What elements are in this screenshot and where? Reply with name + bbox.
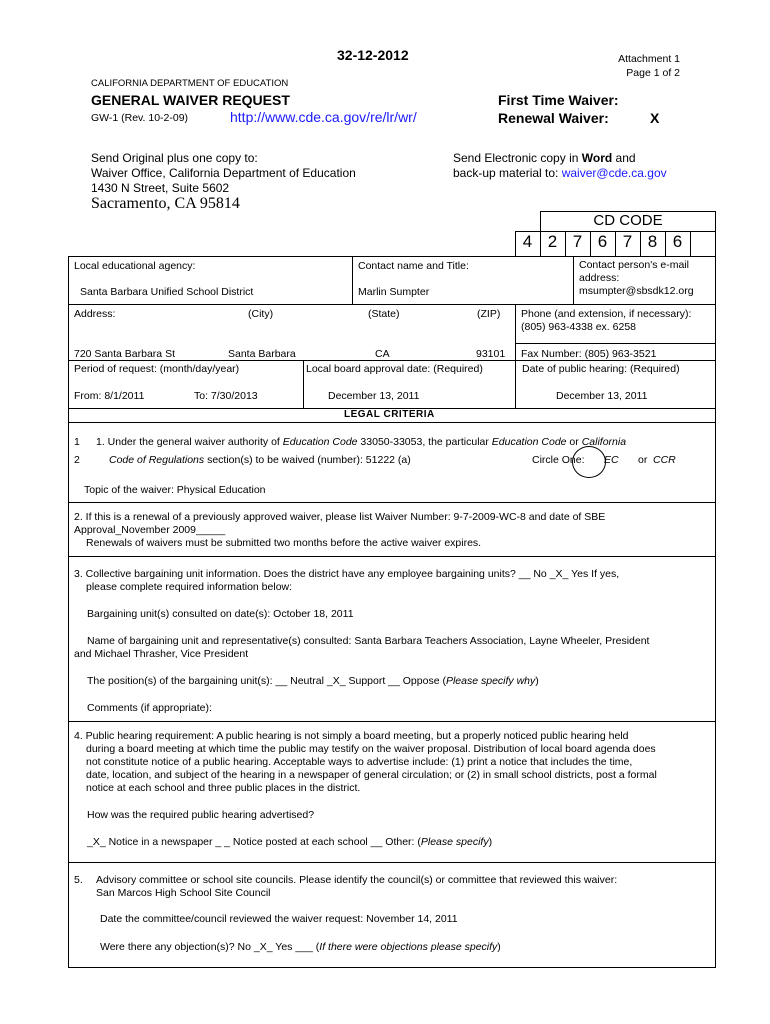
page-indicator: Page 1 of 2 — [626, 67, 680, 79]
legal-line-1 — [96, 436, 626, 448]
q4-line-5: notice at each school and three public places in the district. — [86, 782, 361, 794]
legal-line-number-2: 2 — [74, 454, 80, 466]
legal-text-italic: Education Code — [282, 436, 358, 448]
zip-label: (ZIP) — [477, 308, 501, 320]
period-label: Period of request: (month/day/year) — [74, 363, 240, 375]
zip-value[interactable]: 93101 — [476, 348, 506, 360]
q3-line-1: 3. Collective bargaining unit information. Does the district have any employee bargaining units? __ No _X_ Yes If yes, — [74, 568, 620, 580]
q4-line-2: during a board meeting at which time the public may testify on the waiver proposal. Distribution of local board agenda does — [86, 743, 656, 755]
q4-options-text: ) — [488, 836, 493, 848]
legal-text: or — [566, 436, 582, 448]
q5-line-1: Advisory committee or school site councils. Please identify the council(s) or committee that reviewed this waiver: — [96, 874, 618, 886]
renewal-waiver-mark[interactable]: X — [650, 110, 660, 126]
ccr-option[interactable]: CCR — [653, 454, 676, 466]
document-number: 32-12-2012 — [337, 47, 409, 63]
hearing-value[interactable]: December 13, 2011 — [556, 390, 648, 402]
phone-label: Phone (and extension, if necessary): — [521, 308, 692, 320]
send-line-1: Send Original plus one copy to: — [91, 151, 258, 165]
q4-line-3: not constitute notice of a public hearing. Acceptable ways to advertise include: (1) print a notice that includes the time, — [86, 756, 633, 768]
q2-line-3: Renewals of waivers must be submitted two months before the active waiver expires. — [86, 537, 482, 549]
q4-how-question: How was the required public hearing advertised? — [87, 809, 315, 821]
q5-objections-text: ) — [497, 941, 501, 953]
city-value[interactable]: Santa Barbara — [228, 348, 296, 360]
cd-digit: 6 — [597, 232, 608, 251]
q2-line-1: 2. If this is a renewal of a previously approved waiver, please list Waiver Number: 9-7-2009-WC-8 and date of SBE — [74, 511, 606, 523]
state-value[interactable]: CA — [375, 348, 390, 360]
board-approval-label: Local board approval date: (Required) — [306, 363, 483, 375]
legal-text-italic: Code of Regulations — [109, 454, 205, 466]
attachment-label: Attachment 1 — [618, 53, 680, 65]
fax-number[interactable]: Fax Number: (805) 963-3521 — [521, 348, 657, 360]
form-title: GENERAL WAIVER REQUEST — [91, 92, 290, 108]
ec-option[interactable]: EC — [604, 454, 619, 466]
q5-objections-italic: If there were objections please specify — [319, 941, 498, 953]
legal-text: section(s) to be waived (number): 51222 (a) — [204, 454, 411, 466]
q3-name-block — [74, 635, 714, 661]
q3-comments[interactable]: Comments (if appropriate): — [87, 702, 212, 714]
email-label — [579, 259, 694, 298]
period-from[interactable]: From: 8/1/2011 — [74, 390, 145, 402]
q5-review-date[interactable]: Date the committee/council reviewed the waiver request: November 14, 2011 — [100, 913, 458, 925]
form-id: GW-1 (Rev. 10-2-09) — [91, 112, 189, 124]
address-label: Address: — [74, 308, 116, 320]
cd-digit: 4 — [522, 232, 533, 251]
q3-position-text: ) — [535, 675, 539, 687]
attachment-info — [600, 52, 680, 80]
q4-options-text: _X_ Notice in a newspaper _ _ Notice posted at each school __ Other: ( — [87, 836, 421, 848]
send-line-2: Waiver Office, California Department of Education — [91, 166, 356, 180]
address-value[interactable]: 720 Santa Barbara St — [74, 348, 175, 360]
backup-line — [453, 166, 667, 181]
waiver-email-link[interactable]: waiver@cde.ca.gov — [561, 166, 667, 180]
period-to[interactable]: To: 7/30/2013 — [194, 390, 258, 402]
legal-line-number-1: 1 — [74, 436, 80, 448]
cd-digit: 8 — [647, 232, 658, 251]
q5-line-2[interactable]: San Marcos High School Site Council — [96, 887, 271, 899]
elec-word: Word — [581, 151, 613, 165]
legal-text-italic: Education Code — [491, 436, 567, 448]
send-original-block — [91, 151, 356, 196]
phone-block — [521, 308, 691, 334]
lea-value[interactable]: Santa Barbara Unified School District — [80, 286, 254, 298]
q3-position-text: The position(s) of the bargaining unit(s): __ Neutral _X_ Support __ Oppose ( — [87, 675, 446, 687]
q3-line-2: please complete required information below: — [86, 581, 293, 593]
legal-criteria-heading: LEGAL CRITERIA — [344, 409, 435, 420]
state-label: (State) — [368, 308, 400, 320]
q2-section — [74, 511, 714, 550]
lea-label: Local educational agency: — [74, 260, 196, 272]
board-approval-value[interactable]: December 13, 2011 — [328, 390, 420, 402]
waiver-url-link[interactable]: http://www.cde.ca.gov/re/lr/wr/ — [230, 109, 417, 125]
q5-block — [96, 874, 714, 900]
or-text: or — [638, 454, 648, 466]
send-line-3: 1430 N Street, Suite 5602 — [91, 181, 230, 195]
q5-objections-text: Were there any objection(s)? No _X_ Yes ___ ( — [100, 941, 320, 953]
q3-consulted[interactable]: Bargaining unit(s) consulted on date(s): October 18, 2011 — [87, 608, 354, 620]
q3-intro — [74, 568, 714, 594]
legal-text: 33050-33053, the particular — [357, 436, 492, 448]
cd-digit: 2 — [547, 232, 558, 251]
city-label: (City) — [248, 308, 274, 320]
cd-digit: 7 — [622, 232, 633, 251]
contact-value[interactable]: Marlin Sumpter — [358, 286, 430, 298]
elec-prefix: Send Electronic copy in — [453, 151, 582, 165]
legal-text: 1. Under the general waiver authority of — [96, 436, 283, 448]
contact-label: Contact name and Title: — [358, 260, 469, 272]
cd-code-label: CD CODE — [593, 212, 663, 229]
send-electronic-line — [453, 151, 667, 166]
q3-position[interactable] — [87, 675, 539, 687]
q4-advertise-options[interactable] — [87, 836, 492, 848]
q2-line-2[interactable]: Approval_November 2009_____ — [74, 524, 226, 536]
cd-digit: 6 — [672, 232, 683, 251]
circle-one-label: Circle One: — [532, 454, 585, 466]
q4-options-italic: Please specify — [420, 836, 489, 848]
q5-number: 5. — [74, 874, 83, 886]
email-value[interactable]: msumpter@sbsdk12.org — [579, 285, 694, 297]
q3-name-line-2[interactable]: and Michael Thrasher, Vice President — [74, 648, 249, 660]
selection-circle-mark — [572, 446, 606, 478]
q3-name-line-1[interactable]: Name of bargaining unit and representative(s) consulted: Santa Barbara Teachers Association, Layne Wheeler, President — [87, 635, 650, 647]
email-label-line-1: Contact person's e-mail — [579, 259, 689, 271]
department-name: CALIFORNIA DEPARTMENT OF EDUCATION — [91, 78, 289, 89]
send-electronic-block — [453, 151, 667, 181]
q4-intro — [74, 730, 714, 795]
cd-digit: 7 — [572, 232, 583, 251]
phone-value[interactable]: (805) 963-4338 ex. 6258 — [521, 321, 637, 333]
hearing-label: Date of public hearing: (Required) — [522, 363, 680, 375]
legal-text-italic: California — [581, 436, 627, 448]
q4-line-1: 4. Public hearing requirement: A public hearing is not simply a board meeting, but a properly noticed public hearing held — [74, 730, 629, 742]
email-label-line-2: address: — [579, 272, 620, 284]
q5-objections[interactable] — [100, 941, 501, 953]
elec-suffix: and — [612, 151, 636, 165]
q4-line-4: date, location, and subject of the hearing in a newspaper of general circulation; or (2) in small school districts, post a formal — [86, 769, 657, 781]
waiver-topic[interactable]: Topic of the waiver: Physical Education — [84, 484, 266, 496]
first-time-waiver-label: First Time Waiver: — [498, 92, 619, 108]
q3-position-italic: Please specify why — [445, 675, 536, 687]
backup-prefix: back-up material to: — [453, 166, 562, 180]
legal-line-2 — [109, 454, 411, 466]
send-city: Sacramento, CA 95814 — [91, 195, 240, 212]
renewal-waiver-label: Renewal Waiver: — [498, 110, 609, 126]
